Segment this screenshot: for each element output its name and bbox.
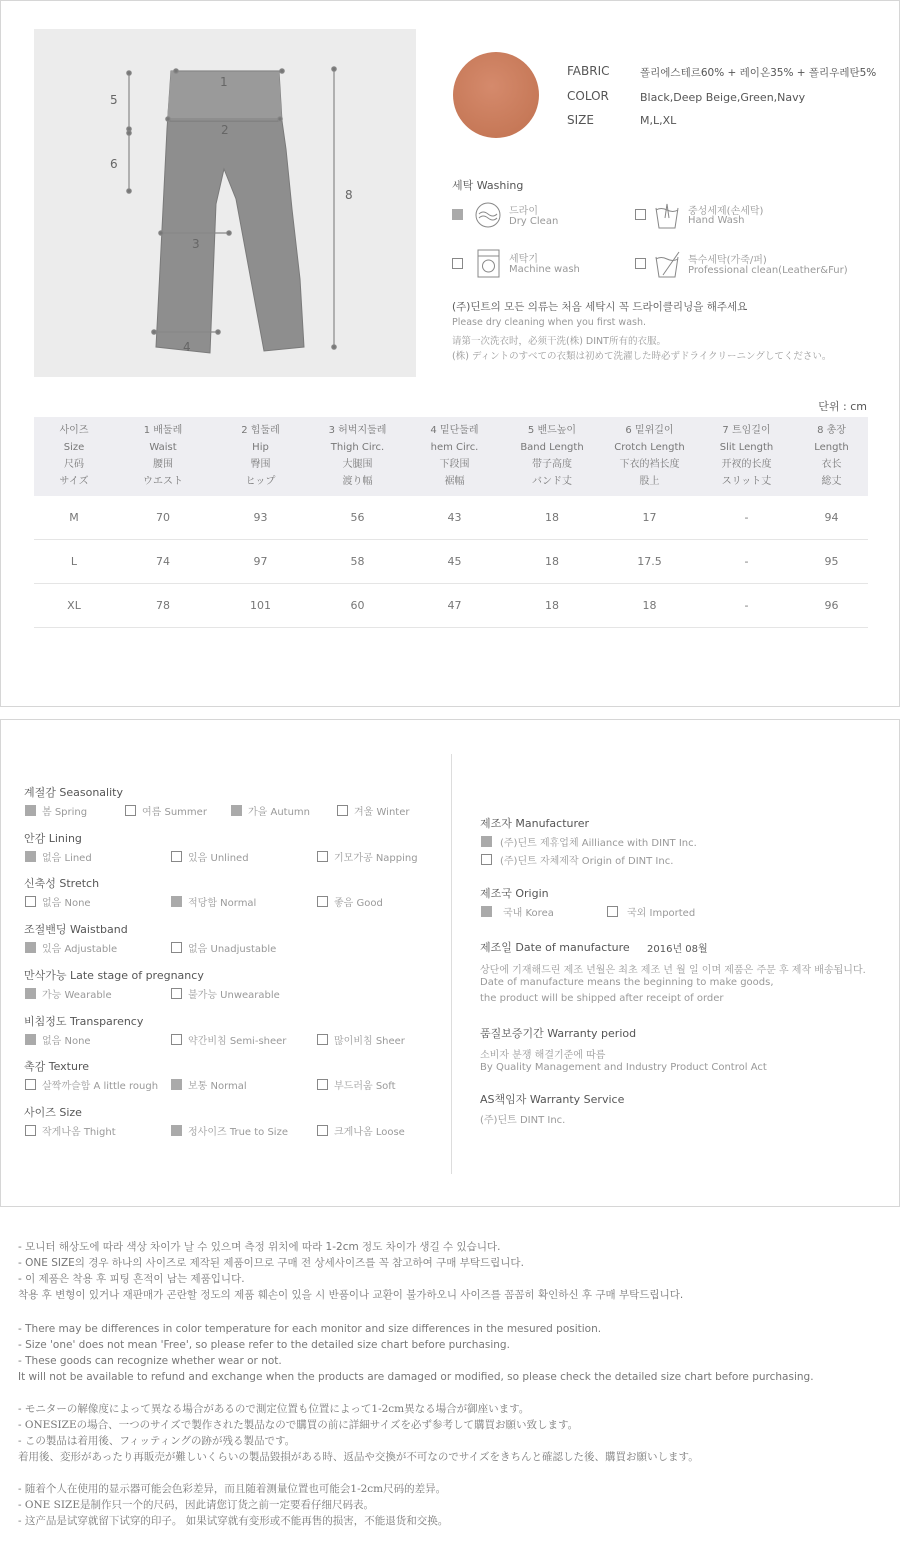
size-value: M,L,XL	[640, 114, 677, 127]
attribute-option-label: 적당함 Normal	[188, 898, 257, 910]
header-line: 尺码	[64, 459, 84, 470]
color-label: COLOR	[567, 89, 609, 103]
attribute-title: 신축성 Stretch	[24, 877, 100, 891]
attribute-option-label: 가능 Wearable	[42, 989, 112, 1001]
header-line: 下衣的裆长度	[619, 459, 680, 470]
attribute-option-label: 가을 Autumn	[248, 807, 311, 818]
size-cell: 101	[212, 584, 309, 628]
attribute-option-checkbox	[25, 1034, 36, 1045]
notice-line: - 이 제품은 착용 후 피팅 흔적이 남는 제품입니다.	[18, 1273, 245, 1285]
warranty-note: By Quality Management and Industry Product Control Act	[480, 1062, 767, 1073]
manufacturer-option-label: (주)딘트 자체제작 Origin of DINT Inc.	[500, 856, 674, 867]
dim-label-8: 8	[345, 188, 353, 202]
size-cell: 58	[309, 540, 406, 584]
size-cell: M	[34, 496, 114, 540]
size-cell: 18	[503, 496, 601, 540]
size-cell: XL	[34, 584, 114, 628]
attribute-option-checkbox	[25, 896, 36, 907]
notice-line: - There may be differences in color temperature for each monitor and size differences in the mesured position.	[18, 1323, 602, 1335]
size-cell: 96	[795, 584, 868, 628]
notice-english	[18, 1321, 814, 1385]
header-line: Thigh Circ.	[330, 442, 385, 453]
attribute-option-checkbox	[125, 805, 136, 816]
notice-line: - ONE SIZE是制作只一个的尺码，因此请您订货之前一定要看仔细尺码表。	[18, 1499, 374, 1511]
attribute-option-checkbox	[25, 805, 36, 816]
attribute-option-label: 있음 Adjustable	[42, 944, 118, 956]
notice-line: 착용 후 변형이 있거나 재판매가 곤란할 정도의 제품 훼손이 있을 시 반품이나 교환이 불가하오니 사이즈를 꼼꼼히 확인하신 후 구매 부탁드립니다.	[18, 1289, 684, 1301]
attribute-option-label: 약간비침 Semi-sheer	[188, 1035, 287, 1047]
attribute-title: 안감 Lining	[24, 831, 82, 845]
attribute-option-label: 정사이즈 True to Size	[188, 1126, 288, 1138]
size-label: SIZE	[567, 113, 594, 127]
attributes-panel	[0, 719, 900, 1207]
washing-note-ja: (株) ディントのすべての衣類は初めて洗濯した時必ずドライクリーニングしてください。	[452, 351, 832, 362]
notice-chinese	[18, 1481, 814, 1529]
header-line: hem Circ.	[430, 442, 479, 453]
size-cell: 43	[406, 496, 503, 540]
header-line: 大腿围	[342, 459, 373, 470]
header-line: 4 밑단둘레	[430, 425, 479, 436]
size-cell: 45	[406, 540, 503, 584]
size-cell: 18	[601, 584, 698, 628]
header-line: ウエスト	[143, 476, 183, 487]
notice-korean	[18, 1239, 814, 1303]
machine-wash-en: Machine wash	[509, 264, 580, 275]
hand-wash-en: Hand Wash	[688, 215, 745, 226]
size-cell: 78	[114, 584, 212, 628]
header-line: 下段围	[439, 459, 470, 470]
machine-wash-kr: 세탁기	[509, 254, 538, 265]
header-line: 股上	[639, 476, 660, 487]
attribute-option-label: 없음 Unadjustable	[188, 944, 277, 956]
attribute-option-label: 작게나옴 Thight	[42, 1126, 116, 1138]
washing-note-kr: (주)딘트의 모든 의류는 처음 세탁시 꼭 드라이클리닝을 해주세요	[452, 301, 748, 313]
hand-wash-checkbox	[635, 209, 646, 220]
garment-diagram	[34, 29, 416, 377]
manufacturer-option-checkbox	[481, 836, 492, 847]
size-cell: -	[698, 584, 795, 628]
washing-note-zh: 请第一次洗衣时，必须干洗(株) DINT所有的衣服。	[452, 336, 666, 347]
washing-note-en: Please dry cleaning when you first wash.	[452, 317, 647, 328]
header-line: Hip	[252, 442, 269, 453]
date-note: Date of manufacture means the beginning to make goods,	[480, 977, 774, 988]
size-row	[34, 496, 868, 540]
attribute-title: 사이즈 Size	[24, 1105, 82, 1119]
attribute-option-label: 있음 Unlined	[188, 852, 249, 864]
dim-label-5: 5	[110, 93, 118, 107]
header-line: Crotch Length	[614, 442, 685, 453]
attribute-option-label: 없음 None	[42, 898, 91, 910]
notice-line: - 随着个人在使用的显示器可能会色彩差异，而且随着测量位置也可能会1-2cm尺码的差异。	[18, 1483, 447, 1495]
header-line: Waist	[149, 442, 177, 453]
attribute-option-checkbox	[337, 805, 348, 816]
notice-line: 着用後、変形があったり再販売が難しいくらいの製品毀損がある時、返品や交換が不可なのでサイズをきちんと確認した後、購買お願いします。	[18, 1451, 699, 1463]
attribute-option-label: 좋음 Good	[334, 898, 383, 910]
header-line: 臀围	[250, 459, 271, 470]
header-line: 5 밴드높이	[527, 425, 577, 436]
attribute-option-label: 보통 Normal	[188, 1081, 247, 1093]
size-cell: 74	[114, 540, 212, 584]
attribute-option-label: 없음 Lined	[42, 852, 92, 864]
size-cell: -	[698, 496, 795, 540]
notice-line: - These goods can recognize whether wear or not.	[18, 1355, 282, 1367]
size-table-header-cell	[503, 417, 601, 496]
attribute-option-checkbox	[171, 851, 182, 862]
size-table-header-cell	[406, 417, 503, 496]
size-cell: 70	[114, 496, 212, 540]
header-line: 6 밑위길이	[625, 425, 674, 436]
size-table-header-cell	[34, 417, 114, 496]
size-table-header-cell	[212, 417, 309, 496]
size-cell: 18	[503, 584, 601, 628]
unit-label: 단위 : cm	[818, 400, 867, 413]
machine-wash-checkbox	[452, 258, 463, 269]
date-value: 2016년 08월	[647, 944, 708, 955]
dim-label-6: 6	[110, 157, 118, 171]
professional-clean-icon	[653, 249, 681, 279]
attribute-option-checkbox	[171, 942, 182, 953]
attribute-title: 계절감 Seasonality	[24, 786, 123, 799]
attribute-option-checkbox	[171, 1125, 182, 1136]
attribute-title: 촉감 Texture	[24, 1060, 90, 1074]
header-line: Length	[814, 442, 849, 453]
date-title: 제조일 Date of manufacture	[480, 941, 630, 954]
attribute-option-checkbox	[25, 1125, 36, 1136]
attribute-option-checkbox	[171, 988, 182, 999]
notice-japanese	[18, 1401, 814, 1465]
attribute-option-checkbox	[25, 851, 36, 862]
attribute-option-checkbox	[231, 805, 242, 816]
header-line: 带子高度	[532, 459, 572, 470]
attribute-option-checkbox	[25, 942, 36, 953]
column-divider	[451, 754, 452, 1174]
attribute-option-label: 여름 Summer	[142, 807, 207, 818]
attribute-option-label: 봄 Spring	[42, 807, 88, 818]
manufacturer-title: 제조자 Manufacturer	[480, 817, 590, 830]
size-table-header-cell	[309, 417, 406, 496]
dry-clean-en: Dry Clean	[509, 216, 559, 227]
attribute-option-label: 기모가공 Napping	[334, 852, 418, 864]
notice-line: - Size 'one' does not mean 'Free', so please refer to the detailed size chart before purchasing.	[18, 1339, 510, 1351]
size-table-header-cell	[601, 417, 698, 496]
attribute-option-checkbox	[171, 1034, 182, 1045]
professional-clean-en: Professional clean(Leather&Fur)	[688, 265, 848, 276]
header-line: スリット丈	[721, 476, 772, 487]
attribute-option-label: 없음 None	[42, 1035, 91, 1047]
attribute-option-checkbox	[317, 1125, 328, 1136]
attribute-option-checkbox	[317, 851, 328, 862]
attribute-title: 조절밴딩 Waistband	[24, 923, 128, 937]
warranty-note: 소비자 분쟁 해결기준에 따름	[480, 1050, 606, 1061]
notice-line: - 모니터 해상도에 따라 색상 차이가 날 수 있으며 측정 위치에 따라 1-2cm 정도 차이가 생길 수 있습니다.	[18, 1241, 501, 1253]
size-cell: 94	[795, 496, 868, 540]
origin-option-label: 국외 Imported	[627, 908, 696, 919]
size-table-header-cell	[114, 417, 212, 496]
size-cell: 93	[212, 496, 309, 540]
notice-line: It will not be available to refund and exchange when the products are damaged or modified, so please check the detailed size chart before purchasing.	[18, 1371, 814, 1383]
header-line: 衣长	[821, 459, 842, 470]
date-note: the product will be shipped after receipt of order	[480, 993, 724, 1004]
notice-line: - ONESIZEの場合、一つのサイズで製作された製品なので購買の前に詳細サイズを必ず参考して購買お願い致します。	[18, 1419, 579, 1431]
header-line: Band Length	[520, 442, 584, 453]
header-line: 7 트임길이	[722, 425, 771, 436]
size-cell: 17.5	[601, 540, 698, 584]
as-title: AS책임자 Warranty Service	[480, 1093, 625, 1106]
header-line: Size	[63, 442, 85, 453]
dim-label-3: 3	[192, 237, 200, 251]
attribute-option-label: 부드러움 Soft	[334, 1081, 396, 1093]
attribute-title: 만삭가능 Late stage of pregnancy	[24, 968, 204, 982]
header-line: 3 허벅지둘레	[328, 425, 387, 436]
attribute-option-checkbox	[317, 1079, 328, 1090]
header-line: 渡り幅	[342, 476, 373, 487]
notice-line: - この製品は着用後、フィッティングの跡が残る製品です。	[18, 1435, 296, 1447]
washing-title: 세탁 Washing	[452, 179, 524, 192]
origin-option-checkbox	[607, 906, 618, 917]
origin-option-label: 국내 Korea	[503, 908, 554, 919]
header-line: 开衩的长度	[721, 459, 772, 470]
header-line: 2 힙둘레	[241, 425, 280, 436]
manufacturer-option-checkbox	[481, 854, 492, 865]
notice-line: - モニターの解像度によって異なる場合があるので測定位置も位置によって1-2cm異なる場合が御座います。	[18, 1403, 530, 1415]
header-line: Slit Length	[719, 442, 774, 453]
notice-line: - 这产品是试穿就留下试穿的印子。 如果试穿就有变形或不能再售的损害，不能退货和交换。	[18, 1515, 449, 1527]
header-line: 8 총장	[817, 425, 846, 436]
dry-clean-kr: 드라이	[509, 206, 538, 217]
color-value: Black,Deep Beige,Green,Navy	[640, 91, 806, 104]
fabric-value: 폴리에스테르60% + 레이온35% + 폴리우레탄5%	[640, 67, 877, 79]
size-table-header-cell	[795, 417, 868, 496]
attribute-option-label: 많이비침 Sheer	[334, 1035, 405, 1047]
warranty-title: 품질보증기간 Warranty period	[480, 1027, 637, 1040]
size-cell: 97	[212, 540, 309, 584]
date-note: 상단에 기재해드린 제조 년월은 최초 제조 년 월 일 이며 제품은 주문 후 제작 배송됩니다.	[480, 965, 866, 976]
attribute-option-label: 겨울 Winter	[354, 807, 410, 818]
size-cell: 95	[795, 540, 868, 584]
size-table	[34, 417, 868, 628]
attribute-option-label: 불가능 Unwearable	[188, 989, 280, 1001]
size-cell: 56	[309, 496, 406, 540]
header-line: 裾幅	[444, 476, 465, 487]
size-cell: 60	[309, 584, 406, 628]
dry-clean-icon	[474, 202, 502, 228]
size-table-header-cell	[698, 417, 795, 496]
hand-wash-icon	[653, 200, 681, 230]
dim-label-4: 4	[183, 340, 191, 354]
professional-clean-kr: 특수세탁(가죽/퍼)	[688, 255, 767, 266]
header-line: 1 배둘레	[143, 425, 183, 436]
hand-wash-kr: 중성세제(손세탁)	[688, 206, 764, 217]
header-line: サイズ	[59, 476, 89, 487]
notice-line: - ONE SIZE의 경우 하나의 사이즈로 제작된 제품이므로 구매 전 상세사이즈를 꼭 참고하여 구매 부탁드립니다.	[18, 1257, 524, 1269]
header-line: 사이즈	[59, 425, 89, 436]
size-cell: L	[34, 540, 114, 584]
fabric-label: FABRIC	[567, 64, 610, 78]
attribute-option-label: 살짝까슬함 A little rough	[42, 1081, 159, 1093]
attribute-option-checkbox	[25, 1079, 36, 1090]
as-value: (주)딘트 DINT Inc.	[480, 1115, 566, 1126]
size-cell: 47	[406, 584, 503, 628]
origin-option-checkbox	[481, 906, 492, 917]
header-line: 総丈	[821, 476, 842, 487]
attribute-option-checkbox	[317, 1034, 328, 1045]
machine-wash-icon	[477, 249, 501, 279]
size-cell: -	[698, 540, 795, 584]
professional-clean-checkbox	[635, 258, 646, 269]
size-row	[34, 584, 868, 628]
dim-label-1: 1	[220, 75, 228, 89]
attribute-option-checkbox	[171, 896, 182, 907]
dim-label-2: 2	[221, 123, 229, 137]
header-line: 腰围	[153, 459, 173, 470]
attribute-option-checkbox	[171, 1079, 182, 1090]
size-cell: 17	[601, 496, 698, 540]
attribute-option-checkbox	[317, 896, 328, 907]
dry-clean-checkbox	[452, 209, 463, 220]
size-table-header	[34, 417, 868, 496]
attribute-title: 비침정도 Transparency	[24, 1014, 144, 1028]
fabric-swatch	[453, 52, 539, 138]
header-line: バンド丈	[532, 476, 572, 487]
size-row	[34, 540, 868, 584]
product-info-panel	[0, 0, 900, 707]
notice-section	[18, 1239, 814, 1529]
origin-title: 제조국 Origin	[480, 887, 549, 900]
attribute-option-checkbox	[25, 988, 36, 999]
size-cell: 18	[503, 540, 601, 584]
header-line: ヒップ	[245, 476, 276, 487]
attribute-option-label: 크게나옴 Loose	[334, 1126, 405, 1138]
manufacturer-option-label: (주)딘트 제휴업체 Ailliance with DINT Inc.	[500, 838, 697, 849]
